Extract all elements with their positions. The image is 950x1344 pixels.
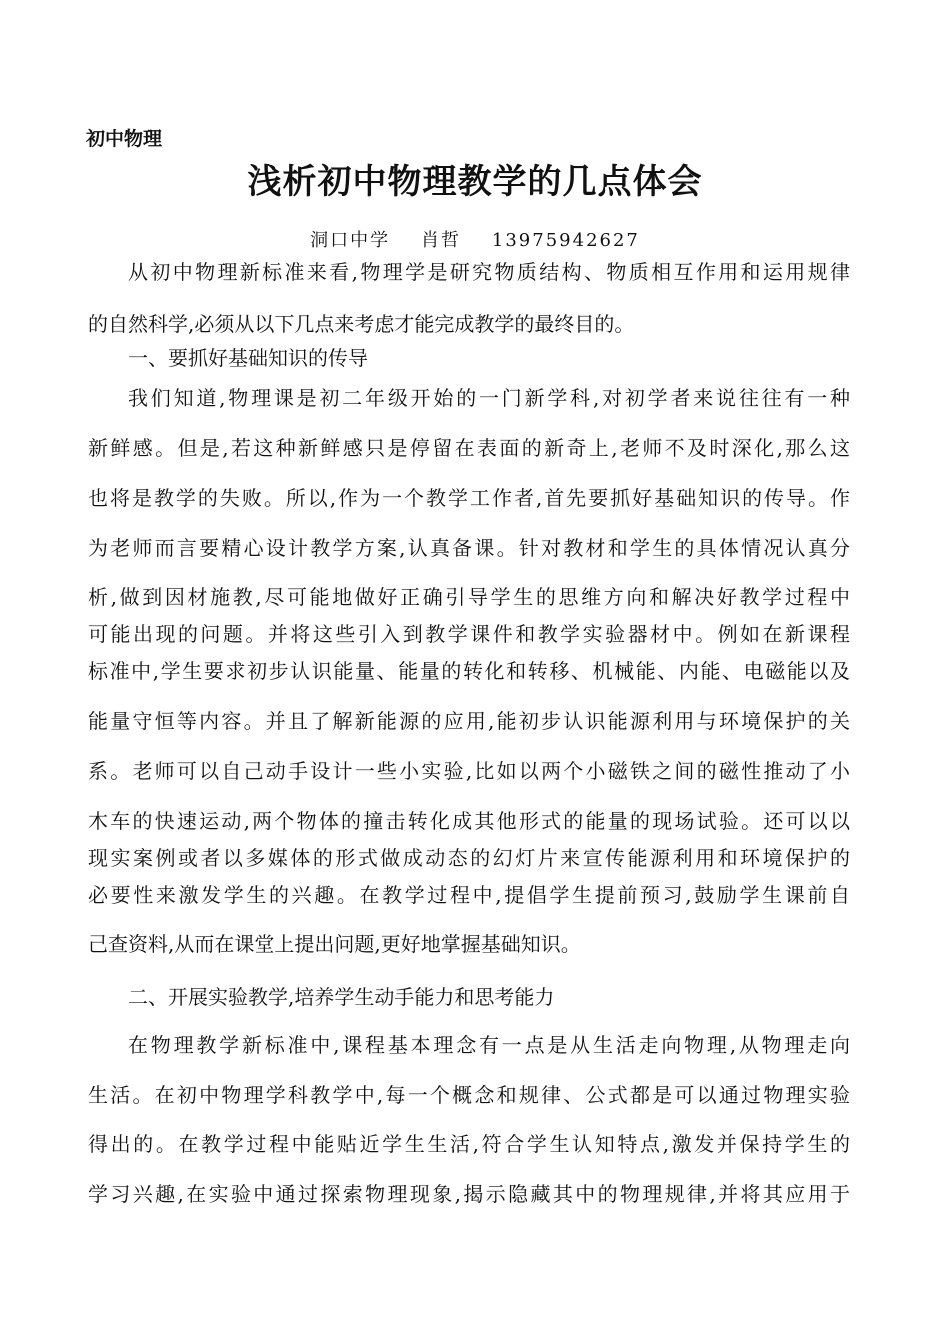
paragraph-line: 生活。在初中物理学科教学中,每一个概念和规律、公式都是可以通过物理实验 bbox=[88, 1083, 850, 1107]
paragraph-line: 系。老师可以自己动手设计一些小实验,比如以两个小磁铁之间的磁性推动了小 bbox=[88, 759, 850, 783]
paragraph-line: 新鲜感。但是,若这种新鲜感只是停留在表面的新奇上,老师不及时深化,那么这 bbox=[88, 436, 850, 460]
paragraph-line: 析,做到因材施教,尽可能地做好正确引导学生的思维方向和解决好教学过程中 bbox=[88, 585, 850, 609]
subject-label: 初中物理 bbox=[86, 128, 163, 150]
paragraph-line: 标准中,学生要求初步认识能量、能量的转化和转移、机械能、内能、电磁能以及 bbox=[88, 659, 850, 683]
paragraph-line: 我们知道,物理课是初二年级开始的一门新学科,对初学者来说往往有一种 bbox=[128, 386, 850, 410]
paragraph-line: 从初中物理新标准来看,物理学是研究物质结构、物质相互作用和运用规律 bbox=[128, 260, 850, 284]
paragraph-line: 必要性来激发学生的兴趣。在教学过程中,提倡学生提前预习,鼓励学生课前自 bbox=[88, 883, 850, 907]
section-heading: 一、要抓好基础知识的传导 bbox=[128, 346, 368, 370]
paragraph-line: 在物理教学新标准中,课程基本理念有一点是从生活走向物理,从物理走向 bbox=[128, 1033, 850, 1057]
paragraph-line: 学习兴趣,在实验中通过探索物理现象,揭示隐藏其中的物理规律,并将其应用于 bbox=[88, 1182, 850, 1206]
section-heading: 二、开展实验教学,培养学生动手能力和思考能力 bbox=[128, 985, 555, 1009]
page-title: 浅析初中物理教学的几点体会 bbox=[247, 162, 703, 202]
author-byline: 洞口中学 肖哲 13975942627 bbox=[310, 230, 640, 251]
paragraph-line: 得出的。在教学过程中能贴近学生生活,符合学生认知特点,激发并保持学生的 bbox=[88, 1132, 850, 1156]
paragraph-line: 可能出现的问题。并将这些引入到教学课件和教学实验器材中。例如在新课程 bbox=[88, 622, 850, 646]
paragraph-line: 现实案例或者以多媒体的形式做成动态的幻灯片来宣传能源利用和环境保护的 bbox=[88, 846, 850, 870]
paragraph-line: 为老师而言要精心设计教学方案,认真备课。针对教材和学生的具体情况认真分 bbox=[88, 536, 850, 560]
paragraph-line: 木车的快速运动,两个物体的撞击转化成其他形式的能量的现场试验。还可以以 bbox=[88, 809, 850, 833]
paragraph-line: 也将是教学的失败。所以,作为一个教学工作者,首先要抓好基础知识的传导。作 bbox=[88, 486, 850, 510]
paragraph-line: 的自然科学,必须从以下几点来考虑才能完成教学的最终目的。 bbox=[88, 312, 635, 336]
paragraph-line: 能量守恒等内容。并且了解新能源的应用,能初步认识能源利用与环境保护的关 bbox=[88, 709, 850, 733]
paragraph-line: 己查资料,从而在课堂上提出问题,更好地掌握基础知识。 bbox=[88, 932, 581, 956]
